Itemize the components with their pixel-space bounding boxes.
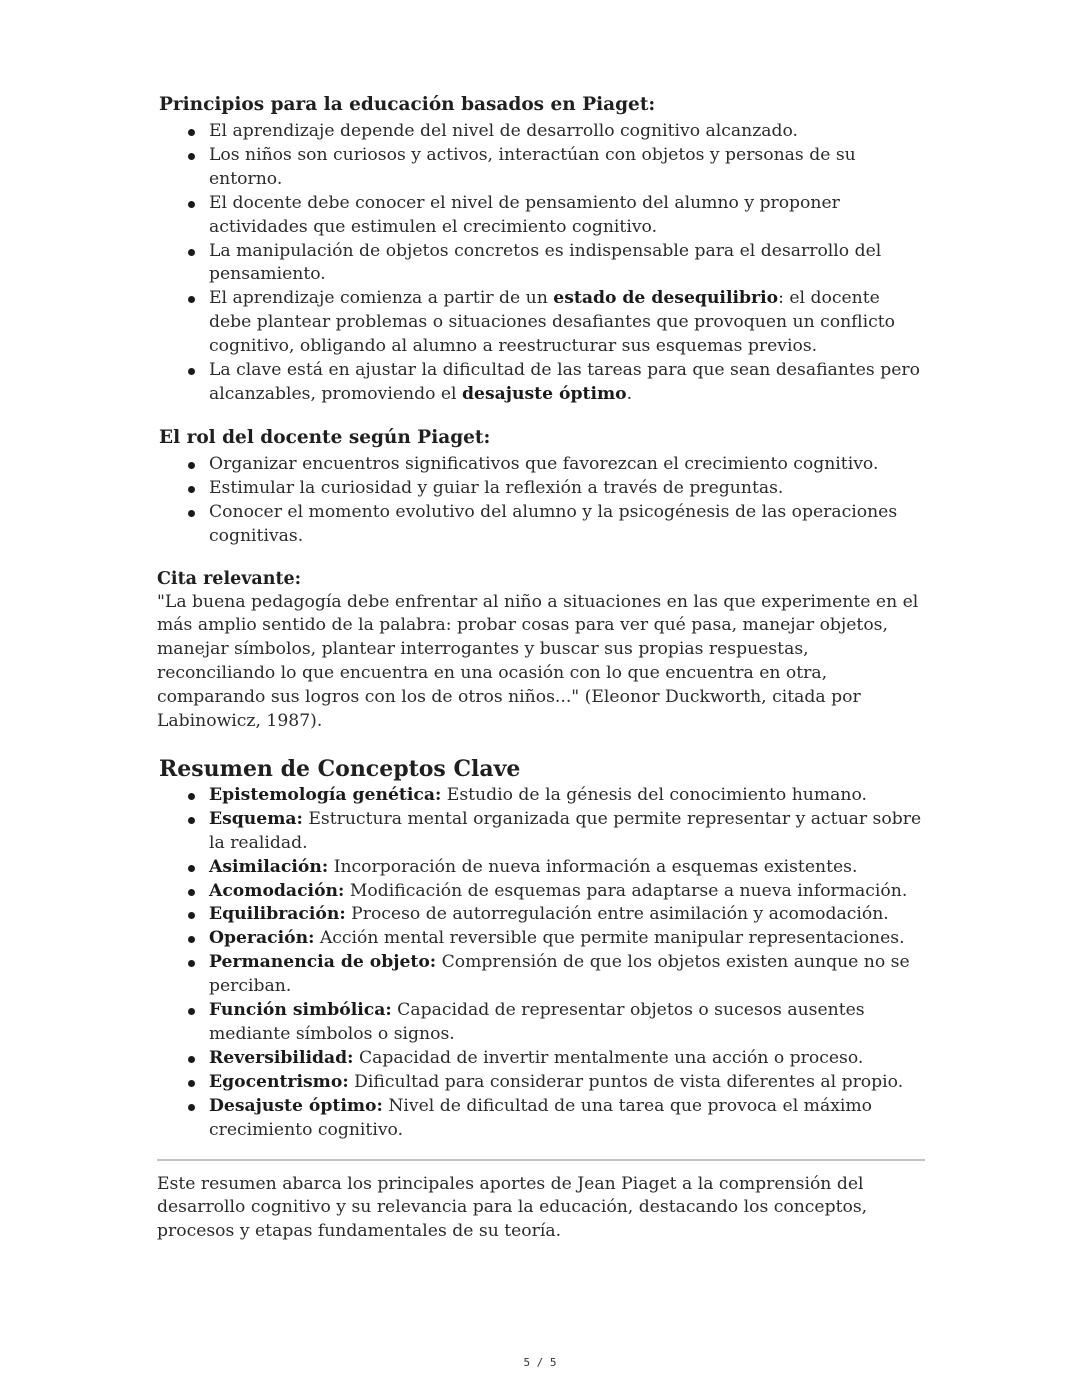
concepts-list (157, 784, 927, 1143)
concept-definition: Capacidad de invertir mentalmente una acción o proceso. (353, 1047, 864, 1068)
concept-term: Función simbólica: (209, 1000, 392, 1021)
list-item (157, 1095, 927, 1143)
closing-paragraph: Este resumen abarca los principales aportes de Jean Piaget a la comprensión del desarrollo cognitivo y su relevancia para la educación, destacando los conceptos, procesos y etapas fundamentales de su teoría. (157, 1173, 868, 1242)
teacher-role-list (157, 453, 927, 549)
quote-text: "La buena pedagogía debe enfrentar al niño a situaciones en las que experimente en el más amplio sentido de la palabra: probar cosas para ver qué pasa, manejar objetos, manejar símbolos, plantear interrogantes y buscar sus propias respuestas, reconciliando lo que encuentra en una ocasión con lo que encuentra en otra, comparando sus logros con los de otros niños..." (Eleonor Duckworth, citada por Labinowicz, 1987). (157, 591, 919, 732)
list-item (157, 808, 927, 856)
list-item (157, 784, 927, 808)
item-text: El aprendizaje comienza a partir de un (209, 288, 554, 309)
list-item (157, 287, 927, 359)
concept-term: Reversibilidad: (209, 1047, 354, 1068)
list-item (157, 856, 927, 880)
concept-definition: Estudio de la génesis del conocimiento humano. (441, 784, 867, 805)
section-divider (157, 1159, 925, 1161)
item-text: Los niños son curiosos y activos, interactúan con objetos y personas de su entorno. (209, 144, 856, 189)
list-item: Organizar encuentros significativos que favorezcan el crecimiento cognitivo. (157, 453, 927, 477)
list-item (157, 880, 927, 904)
concept-term: Acomodación: (209, 880, 345, 901)
list-item (157, 903, 927, 927)
concept-term: Egocentrismo: (209, 1071, 349, 1092)
concept-definition: Capacidad de representar objetos o sucesos ausentes mediante símbolos o signos. (209, 1000, 865, 1044)
page-content (157, 92, 927, 1244)
list-item: Conocer el momento evolutivo del alumno y la psicogénesis de las operaciones cognitivas. (157, 501, 927, 549)
page-number: 5 / 5 (523, 1356, 557, 1369)
item-text: La manipulación de objetos concretos es indispensable para el desarrollo del pensamiento. (209, 240, 882, 285)
principles-list (157, 120, 927, 407)
concept-term: Desajuste óptimo: (209, 1095, 383, 1116)
list-item (157, 927, 927, 951)
concept-definition: Comprensión de que los objetos existen aunque no se perciban. (209, 952, 910, 997)
concept-term: Permanencia de objeto: (209, 952, 437, 973)
concept-definition: Modificación de esquemas para adaptarse a nueva información. (344, 880, 908, 901)
concept-definition: Dificultad para considerar puntos de vista diferentes al propio. (348, 1071, 904, 1092)
item-text: . (626, 383, 633, 404)
concept-definition: Estructura mental organizada que permite representar y actuar sobre la realidad. (209, 808, 922, 853)
item-text: El docente debe conocer el nivel de pensamiento del alumno y proponer actividades que estimulen el crecimiento cognitivo. (209, 192, 840, 237)
list-item (157, 144, 927, 192)
list-item (157, 120, 927, 144)
item-emphasis: estado de desequilibrio (553, 288, 779, 309)
concept-definition: Incorporación de nueva información a esquemas existentes. (328, 856, 858, 877)
list-item (157, 1071, 927, 1095)
concept-term: Equilibración: (209, 904, 346, 925)
item-emphasis: desajuste óptimo (462, 383, 627, 404)
concept-definition: Proceso de autorregulación entre asimilación y acomodación. (345, 904, 889, 925)
concept-term: Esquema: (209, 808, 303, 829)
list-item (157, 240, 927, 288)
list-item (157, 1047, 927, 1071)
list-item: Estimular la curiosidad y guiar la reflexión a través de preguntas. (157, 477, 927, 501)
principles-heading: Principios para la educación basados en Piaget: (159, 94, 656, 115)
item-text: : el docente debe plantear problemas o situaciones desafiantes que provoquen un conflicto cognitivo, obligando al alumno a reestructurar sus esquemas previos. (209, 288, 896, 357)
list-item (157, 192, 927, 240)
concept-term: Operación: (209, 928, 315, 949)
concept-term: Asimilación: (209, 856, 329, 877)
item-text: El aprendizaje depende del nivel de desarrollo cognitivo alcanzado. (209, 121, 799, 141)
concepts-heading: Resumen de Conceptos Clave (159, 755, 521, 782)
item-text: La clave está en ajustar la dificultad de las tareas para que sean desafiantes pero alcanzables, promoviendo el (209, 360, 920, 404)
quote-heading: Cita relevante: (157, 568, 302, 589)
list-item (157, 951, 927, 999)
list-item (157, 999, 927, 1047)
list-item (157, 359, 927, 407)
concept-definition: Acción mental reversible que permite manipular representaciones. (314, 928, 905, 949)
teacher-role-heading: El rol del docente según Piaget: (159, 426, 491, 448)
concept-term: Epistemología genética: (209, 784, 442, 805)
concept-definition: Nivel de dificultad de una tarea que provoca el máximo crecimiento cognitivo. (209, 1095, 873, 1140)
